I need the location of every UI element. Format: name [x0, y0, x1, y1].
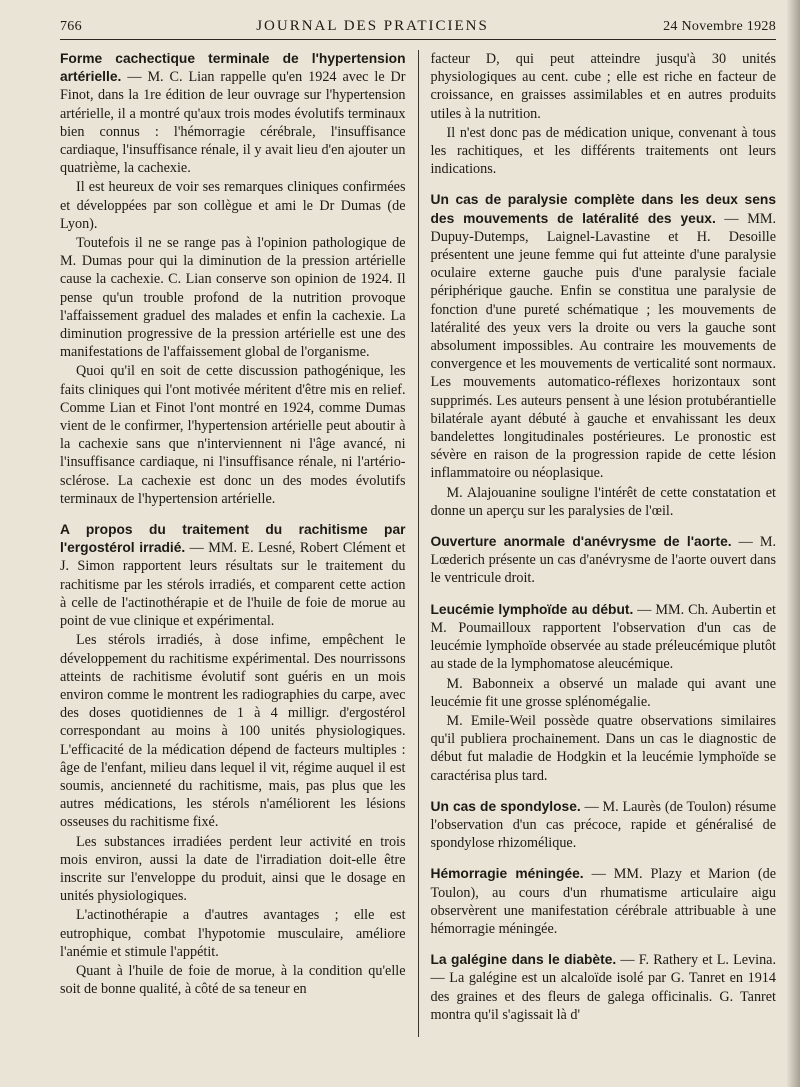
article-paragraph — [430, 798, 776, 853]
article — [430, 601, 776, 785]
article-title: Un cas de spondylose. — [430, 798, 581, 814]
article — [430, 865, 776, 938]
article — [430, 533, 776, 588]
article — [430, 951, 776, 1024]
article-paragraph — [430, 191, 776, 482]
article — [60, 50, 406, 508]
article-paragraph — [430, 865, 776, 938]
journal-title: JOURNAL DES PRATICIENS — [256, 18, 489, 34]
article-paragraph: facteur D, qui peut atteindre jusqu'à 30 unités physiologiques au cent. cube ; elle est riche en facteur de croissance, en graisses assimilables et en autres produits utiles à la nutrition. — [430, 51, 776, 122]
article-paragraph: M. Babonneix a observé un malade qui avant une leucémie fit une grosse splénomégalie. — [430, 675, 776, 710]
article-text: — M. Laurès (de Toulon) résume l'observation d'un cas précoce, rapide et généralisé de spondylose rhizomélique. — [430, 798, 776, 852]
article-paragraph — [430, 533, 776, 588]
article — [430, 191, 776, 520]
page-header — [60, 18, 776, 40]
article-paragraph — [60, 50, 406, 177]
article-paragraph: Quant à l'huile de foie de morue, à la condition qu'elle soit de bonne qualité, à côté de sa teneur en — [60, 962, 406, 998]
article-paragraph — [60, 521, 406, 630]
article-paragraph: L'actinothérapie a d'autres avantages ; elle est eutrophique, combat l'hypotomie musculaire, améliore l'anémie et stimule l'appétit. — [60, 907, 406, 960]
article-text: — MM. Ch. Aubertin et M. Poumailloux rapportent l'observation d'un cas de leucémie lymphoïde observée au stade préleucémique plutôt au stade de la lymphomatose aleucémique. — [430, 601, 777, 673]
article-paragraph: Quoi qu'il en soit de cette discussion pathogénique, les faits cliniques qui l'ont motivée méritent d'être mis en relief. Comme Lian et Finot l'ont montré en 1924, comme Dumas vient de le confirmer, l'hypertension artérielle peut aboutir à la cachexie sans que n'interviennent ni l'âge avancé, ni l'insuffisance cardiaque, ni l'insuffisance rénale, ni l'artério-sclérose. La cachexie est donc un des modes évolutifs terminaux de l'hypertension artérielle. — [60, 363, 406, 507]
article-text: — MM. Plazy et Marion (de Toulon), au cours d'un rhumatisme articulaire aigu observèrent une manifestation cérébrale attribuable à une hémorragie méningée. — [430, 866, 777, 937]
right-column — [430, 50, 776, 1037]
left-column — [60, 50, 406, 1037]
article-title: Forme cachectique terminale de l'hypertension artérielle. — [60, 51, 406, 85]
article-paragraph — [430, 601, 776, 674]
article — [430, 798, 776, 853]
article-paragraph: Toutefois il ne se range pas à l'opinion pathologique de M. Dumas pour qui la diminution de la pression artérielle cause la cachexie. C. Lian conserve son opinion de 1924. Il pense qu'un trouble profond de la nutrition provoque l'affaissement graduel des malades et enfin la cachexie. La diminution progressive de la pression artérielle est une des manifestations de l'affaissement global de l'organisme. — [60, 235, 406, 361]
article-paragraph: Il n'est donc pas de médication unique, convenant à tous les rachitiques, et les différents traitements ont leurs indications. — [430, 124, 776, 178]
article-paragraph: Il est heureux de voir ses remarques cliniques confirmées et développées par son collègue et ami le Dr Dumas (de Lyon). — [60, 179, 406, 232]
page-number: 766 — [60, 19, 82, 34]
article-text: — MM. E. Lesné, Robert Clément et J. Simon rapportent leurs résultats sur le traitement du rachitisme par les stérols irradiés, et comparent cette action à celle de l'actinothérapie et de l'huile de foie de morue au point de vue clinique et expérimental. — [60, 540, 406, 630]
article-paragraph — [430, 951, 776, 1024]
article-title: Un cas de paralysie complète dans les deux sens des mouvements de latéralité des yeux. — [430, 192, 776, 226]
article-paragraph: M. Emile-Weil possède quatre observations similaires qu'il publiera prochainement. Dans un cas le diagnostic de début fut maladie de Hodgkin et la leucémie lymphoïde se caractérisa plus tard. — [430, 712, 776, 784]
column-divider — [418, 50, 419, 1037]
article-paragraph: Les substances irradiées perdent leur activité en trois mois environ, aussi la date de l'irradiation doit-elle être inscrite sur l'enveloppe du produit, ainsi que le dosage en unités physiologiques. — [60, 833, 406, 905]
article-text: — M. C. Lian rappelle qu'en 1924 avec le Dr Finot, dans la 1re édition de leur ouvrage sur l'hypertension artérielle, il a montré qu'aux trois modes évolutifs terminaux bien connus : l'hémorragie cérébrale, l'insuffisance cardiaque, l'insuffisance rénale, il y avait lieu d'en ajouter un quatrième, la cachexie. — [60, 69, 406, 177]
article-text: — MM. Dupuy-Dutemps, Laignel-Lavastine et H. Desoille présentent une jeune femme qui fut atteinte d'une paralysie oculaire externe gauche puis d'une paralysie faciale périphérique gauche. Enfin se constitua une paralysie de fonction d'une pureté schématique ; les mouvements de latéralité des yeux vers la droite ou vers la gauche sont absolument impossibles. Au contraire les mouvements de convergence et les mouvements de verticalité sont normaux. Les mouvements automatico-réflexes horizontaux sont supprimés. Les auteurs pensent à une lésion protubérantielle bilatérale ayant débuté à gauche et envahissant les deux bandelettes longitudinales postérieures. Le pronostic est sévère en raison de la progression rapide de cette lésion inflammatoire ou néoplasique. — [430, 210, 777, 482]
article-text: — M. Lœderich présente un cas d'anévrysme de l'aorte ouvert dans le ventricule droit. — [430, 534, 777, 587]
article-title: Hémorragie méningée. — [430, 866, 584, 882]
article-title: Leucémie lymphoïde au début. — [430, 601, 634, 617]
article-title: A propos du traitement du rachitisme par l'ergostérol irradié. — [60, 522, 406, 556]
article-title: La galégine dans le diabète. — [430, 952, 617, 968]
article-paragraph: M. Alajouanine souligne l'intérêt de cette constatation et donne un aperçu sur les paralysies de l'œil. — [430, 484, 776, 519]
article-text: — F. Rathery et L. Levina. — La galégine est un alcaloïde isolé par G. Tanret en 1914 des graines et des fleurs de galega officinalis. G. Tanret montra qu'il s'agissait là d' — [430, 952, 777, 1023]
page-edge-shadow — [786, 0, 800, 1087]
article — [60, 521, 406, 998]
issue-date: 24 Novembre 1928 — [663, 19, 776, 34]
article — [430, 50, 776, 178]
text-columns — [60, 50, 776, 1037]
article-paragraph: Les stérols irradiés, à dose infime, empêchent le développement du rachitisme expérimental. Des nourrissons atteints de rachitisme évolutif sont guéris en un mois environ comme le montrent les radiographies du carpe, avec des doses quotidiennes de 1 à 4 milligr. d'ergostérol correspondant au moins à 100 unités physiologiques. L'efficacité de la médication dépend de facteurs multiples : âge de l'enfant, milieu dans lequel il vit, régime auquel il est soumis, ancienneté du rachitisme, mais, pas plus que les autres médications, les stérols n'améliorent les lésions osseuses du rachitisme fixé. — [60, 632, 406, 831]
article-title: Ouverture anormale d'anévrysme de l'aorte. — [430, 534, 732, 550]
